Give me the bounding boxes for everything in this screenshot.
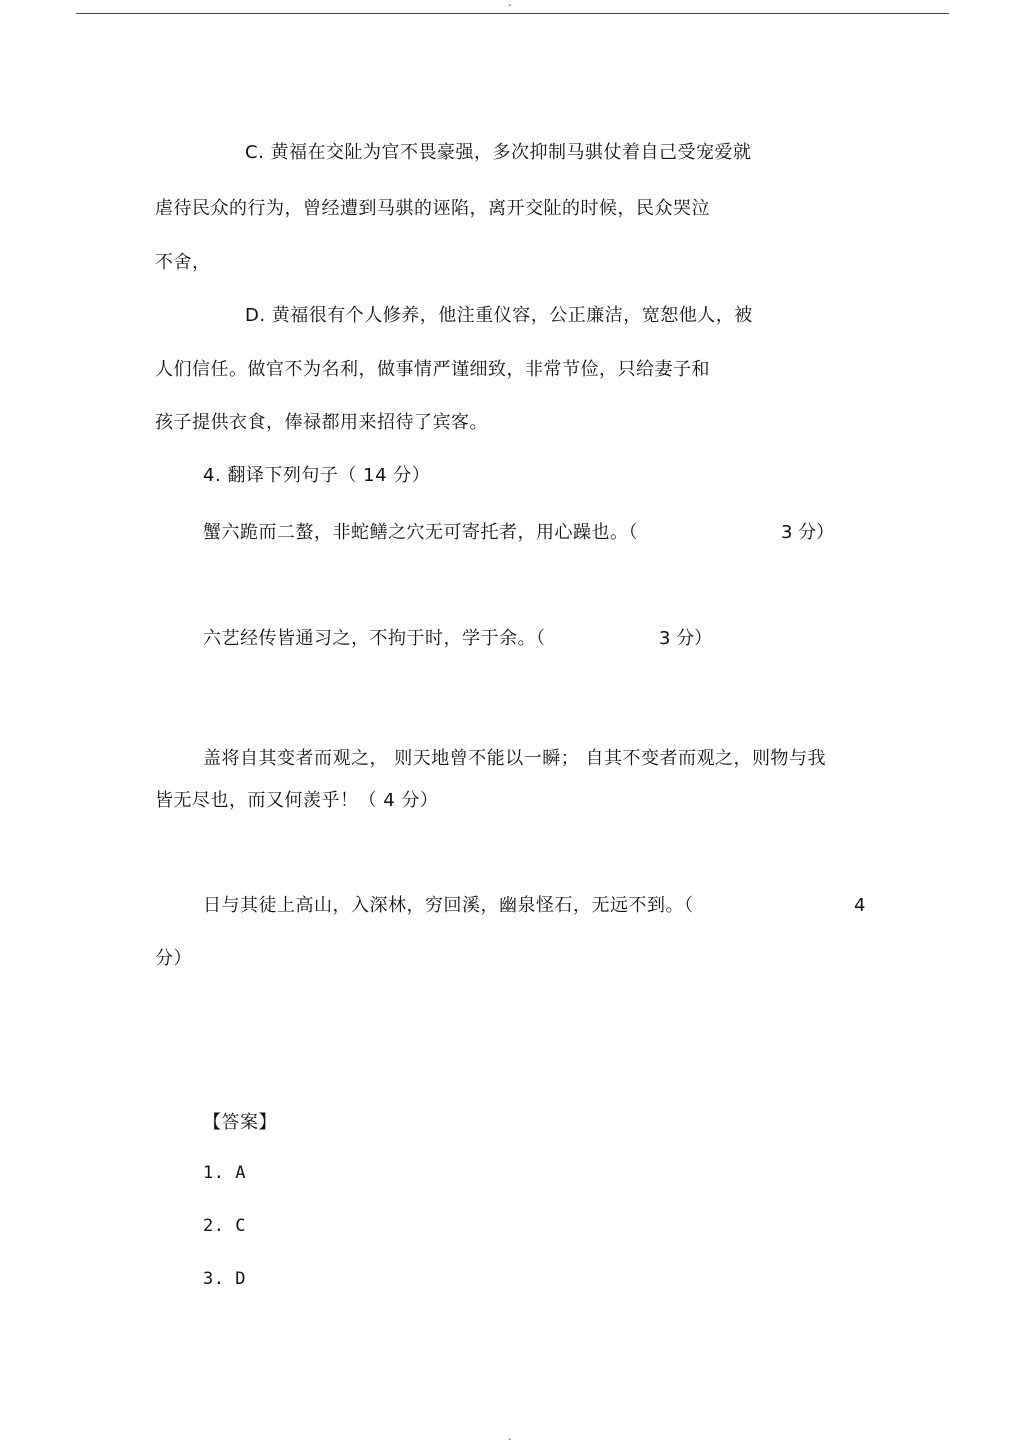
sentence-3-line-2: 皆无尽也，而又何羡乎！（ 4 分）	[155, 790, 439, 811]
answer-item-1: 1. A	[203, 1163, 246, 1183]
sentence-4-score-unit: 分）	[155, 948, 192, 969]
sentence-2-score: 3 分）	[659, 628, 713, 649]
header-rule	[76, 13, 949, 14]
answers-heading: 【答案】	[203, 1112, 277, 1133]
option-c-line-1: C. 黄福在交阯为官不畏豪强，多次抑制马骐仗着自己受宠爱就	[245, 142, 752, 163]
sentence-2-text: 六艺经传皆通习之，不拘于时，学于余。（	[203, 628, 546, 649]
option-d-line-2: 人们信任。做官不为名利，做事情严谨细致，非常节俭，只给妻子和	[155, 359, 710, 380]
option-c-line-3: 不舍，	[155, 252, 211, 273]
answer-item-3: 3. D	[203, 1269, 246, 1289]
sentence-1-text: 蟹六跪而二螯，非蛇鳝之穴无可寄托者，用心躁也。（	[203, 522, 638, 543]
question-4-title: 4. 翻译下列句子（ 14 分）	[203, 465, 431, 486]
header-mark: -	[508, 0, 512, 11]
option-c-line-2: 虐待民众的行为，曾经遭到马骐的诬陷，离开交阯的时候，民众哭泣	[155, 198, 710, 219]
option-d-line-1: D. 黄福很有个人修养，他注重仪容，公正廉洁，宽恕他人，被	[245, 305, 753, 326]
footer-mark: -	[508, 1434, 512, 1445]
sentence-3-line-1: 盖将自其变者而观之， 则天地曾不能以一瞬； 自其不变者而观之，则物与我	[203, 748, 826, 769]
answer-item-2: 2. C	[203, 1216, 246, 1236]
sentence-1-score: 3 分）	[781, 522, 835, 543]
sentence-4-text: 日与其徒上高山，入深林，穷回溪，幽泉怪石，无远不到。（	[203, 895, 694, 916]
option-d-line-3: 孩子提供衣食，俸禄都用来招待了宾客。	[155, 412, 488, 433]
sentence-4-score-number: 4	[854, 895, 866, 916]
